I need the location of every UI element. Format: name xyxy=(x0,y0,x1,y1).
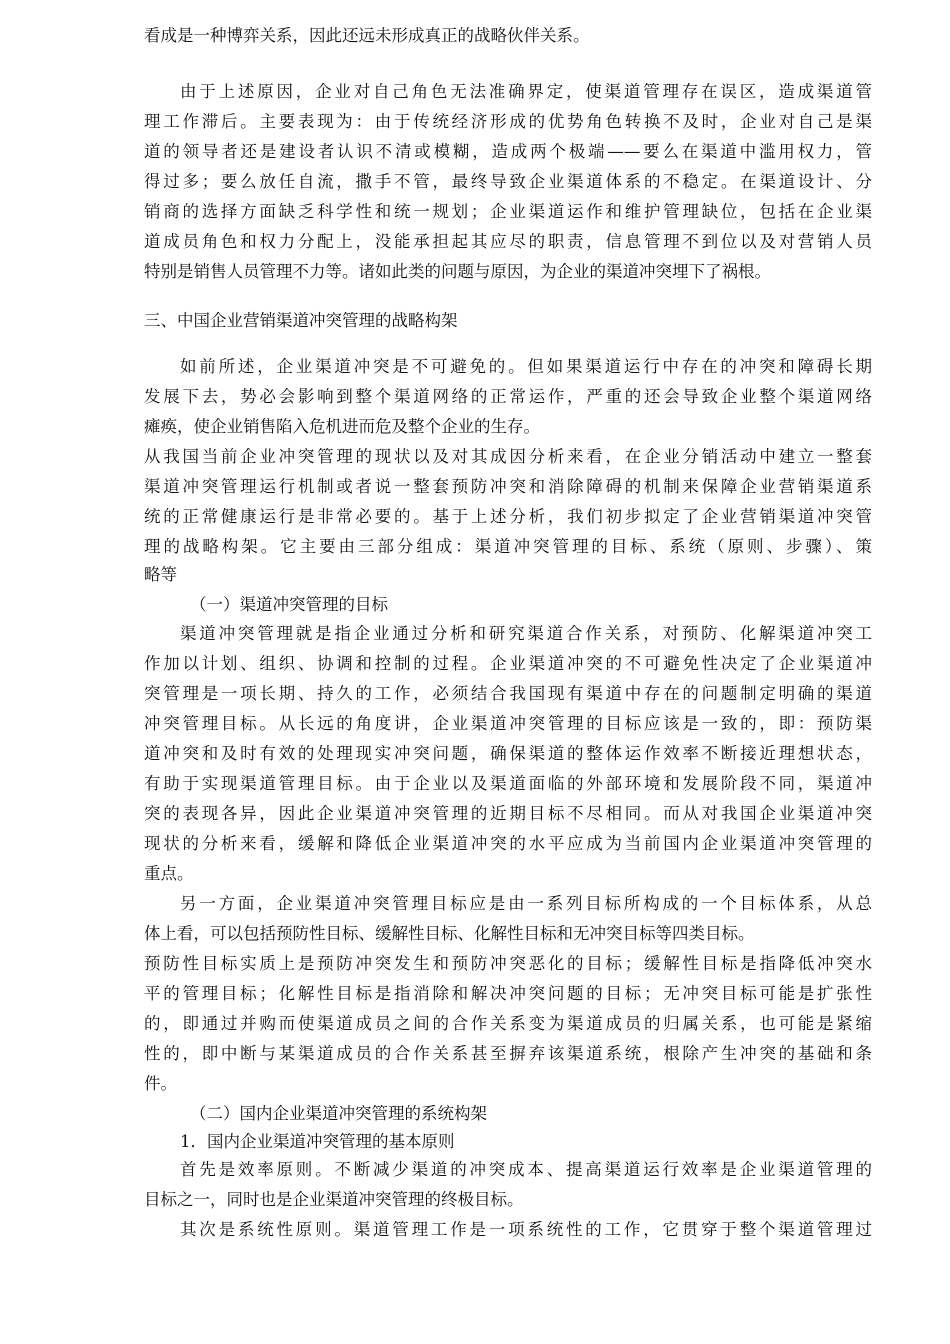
text-line: 得过多；要么放任自流，撒手不管，最终导致企业渠道体系的不稳定。在渠道设计、分 xyxy=(144,172,872,191)
text-line: 首先是效率原则。不断减少渠道的冲突成本、提高渠道运行效率是企业渠道管理的 xyxy=(180,1160,872,1179)
text-line: 如前所述，企业渠道冲突是不可避免的。但如果渠道运行中存在的冲突和障碍长期 xyxy=(180,357,872,376)
text-line: 体上看，可以包括预防性目标、缓解性目标、化解性目标和无冲突目标等四类目标。 xyxy=(144,924,755,943)
text-line: 理的战略构架。它主要由三部分组成：渠道冲突管理的目标、系统（原则、步骤）、策 xyxy=(144,537,872,556)
text-line: 其次是系统性原则。渠道管理工作是一项系统性的工作，它贯穿于整个渠道管理过 xyxy=(180,1220,872,1239)
text-line: 性的，即中断与某渠道成员的合作关系甚至摒弃该渠道系统，根除产生冲突的基础和条 xyxy=(144,1044,872,1063)
text-line: 特别是销售人员管理不力等。诸如此类的问题与原因，为企业的渠道冲突埋下了祸根。 xyxy=(144,262,771,281)
text-line: 渠道冲突管理运行机制或者说一整套预防冲突和消除障碍的机制来保障企业营销渠道系 xyxy=(144,477,872,496)
text-line: 略等 xyxy=(144,565,177,584)
numbered-heading: 1．国内企业渠道冲突管理的基本原则 xyxy=(180,1132,455,1151)
text-line: 道成员角色和权力分配上，没能承担起其应尽的职责，信息管理不到位以及对营销人员 xyxy=(144,232,872,251)
text-line: 重点。 xyxy=(144,864,194,883)
subsection-heading: （二）国内企业渠道冲突管理的系统构架 xyxy=(190,1104,487,1123)
text-line: 渠道冲突管理就是指企业通过分析和研究渠道合作关系，对预防、化解渠道冲突工 xyxy=(180,624,872,643)
text-line: 突管理是一项长期、持久的工作，必须结合我国现有渠道中存在的问题制定明确的渠道 xyxy=(144,684,872,703)
text-line: 发展下去，势必会影响到整个渠道网络的正常运作，严重的还会导致企业整个渠道网络 xyxy=(144,387,872,406)
text-line: 现状的分析来看，缓解和降低企业渠道冲突的水平应成为当前国内企业渠道冲突管理的 xyxy=(144,834,872,853)
text-line: 件。 xyxy=(144,1074,177,1093)
subsection-heading: （一）渠道冲突管理的目标 xyxy=(190,595,388,614)
text-line: 统的正常健康运行是非常必要的。基于上述分析，我们初步拟定了企业营销渠道冲突管 xyxy=(144,507,872,526)
text-line: 销商的选择方面缺乏科学性和统一规划；企业渠道运作和维护管理缺位，包括在企业渠 xyxy=(144,202,872,221)
text-line: 有助于实现渠道管理目标。由于企业以及渠道面临的外部环境和发展阶段不同，渠道冲 xyxy=(144,774,872,793)
text-line: 理工作滞后。主要表现为：由于传统经济形成的优势角色转换不及时，企业对自己是渠 xyxy=(144,112,872,131)
section-heading: 三、中国企业营销渠道冲突管理的战略构架 xyxy=(144,311,458,330)
text-line: 目标之一，同时也是企业渠道冲突管理的终极目标。 xyxy=(144,1190,524,1209)
text-line: 从我国当前企业冲突管理的现状以及对其成因分析来看，在企业分销活动中建立一整套 xyxy=(144,447,872,466)
text-line: 突的表现各异，因此企业渠道冲突管理的近期目标不尽相同。而从对我国企业渠道冲突 xyxy=(144,804,872,823)
text-line: 道的领导者还是建设者认识不清或模糊，造成两个极端——要么在渠道中滥用权力，管 xyxy=(144,142,872,161)
text-line: 看成是一种博弈关系，因此还远未形成真正的战略伙伴关系。 xyxy=(144,26,590,45)
text-line: 另一方面，企业渠道冲突管理目标应是由一系列目标所构成的一个目标体系，从总 xyxy=(180,894,872,913)
text-line: 冲突管理目标。从长远的角度讲，企业渠道冲突管理的目标应该是一致的，即：预防渠 xyxy=(144,714,872,733)
text-line: 平的管理目标；化解性目标是指消除和解决冲突问题的目标；无冲突目标可能是扩张性 xyxy=(144,984,872,1003)
text-line: 瘫痪，使企业销售陷入危机进而危及整个企业的生存。 xyxy=(144,417,540,436)
text-line: 道冲突和及时有效的处理现实冲突问题，确保渠道的整体运作效率不断接近理想状态， xyxy=(144,744,872,763)
text-line: 的，即通过并购而使渠道成员之间的合作关系变为渠道成员的归属关系，也可能是紧缩 xyxy=(144,1014,872,1033)
text-line: 预防性目标实质上是预防冲突发生和预防冲突恶化的目标；缓解性目标是指降低冲突水 xyxy=(144,954,872,973)
text-line: 作加以计划、组织、协调和控制的过程。企业渠道冲突的不可避免性决定了企业渠道冲 xyxy=(144,654,872,673)
text-line: 由于上述原因，企业对自己角色无法准确界定，使渠道管理存在误区，造成渠道管 xyxy=(180,82,872,101)
